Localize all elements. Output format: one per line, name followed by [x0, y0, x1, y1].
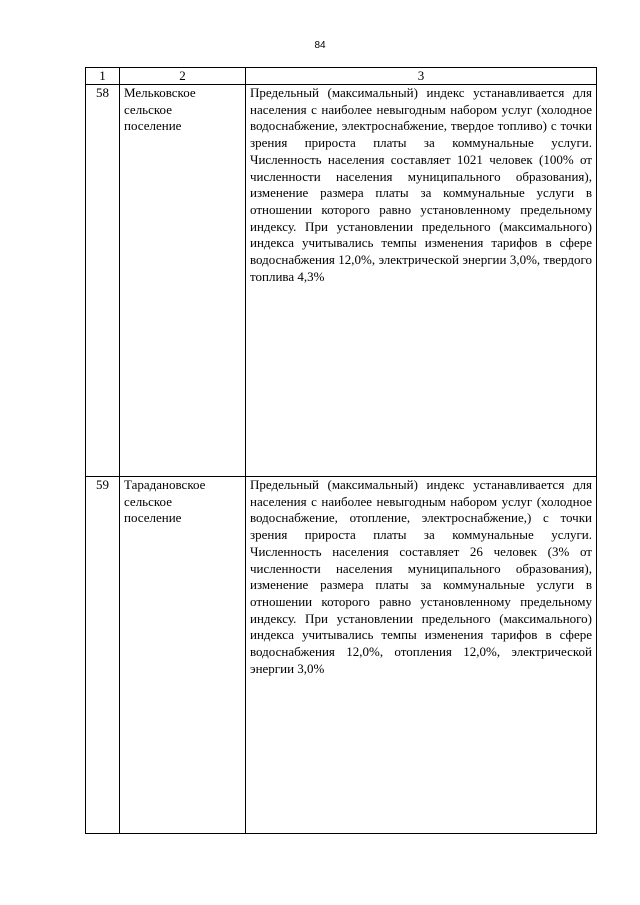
column-number-1: 1 [86, 68, 120, 85]
settlement-name-line: Мельковское [124, 85, 196, 100]
settlement-name-line: Тарадановское [124, 477, 206, 492]
row-number: 59 [86, 477, 120, 834]
page-number: 84 [314, 40, 326, 51]
row-number: 58 [86, 85, 120, 477]
table-row [86, 85, 597, 477]
index-description [246, 85, 597, 477]
settlement-name-line: поселение [124, 510, 182, 526]
settlement-name-line: сельское [124, 493, 172, 509]
table-header-row [86, 68, 597, 85]
table-row [86, 477, 597, 834]
settlement-name-line: поселение [124, 118, 182, 134]
column-number-2: 2 [120, 68, 246, 85]
settlement-name [120, 477, 246, 834]
settlement-name-line: сельское [124, 101, 172, 117]
index-description-text: Предельный (максимальный) индекс устанавливается для населения с наиболее невыгодным набором услуг (холодное водоснабжение, отопление, электроснабжение,) с точки зрения прироста платы за коммунальные услуги. Численность населения составляет 26 человек (3% от численности населения муниципального образования), изменение размера платы за коммунальные услуги в отношении которого равно установленному предельному индексу. При установлении предельного (максимального) индекса учитывались темпы изменения тарифов в сфере водоснабжения 12,0%, отопления 12,0%, электрической энергии 3,0% [250, 477, 592, 676]
index-description-text: Предельный (максимальный) индекс устанавливается для населения с наиболее невыгодным набором услуг (холодное водоснабжение, электроснабжение, твердое топливо) с точки зрения прироста платы за коммунальные услуги. Численность населения составляет 1021 человек (100% от численности населения муниципального образования), изменение размера платы за коммунальные услуги в отношении которого равно установленному предельному индексу. При установлении предельного (максимального) индекса учитывались темпы изменения тарифов в сфере водоснабжения 12,0%, электрической энергии 3,0%, твердого топлива 4,3% [250, 85, 592, 284]
index-description [246, 477, 597, 834]
column-number-3: 3 [246, 68, 597, 85]
tariff-index-table [85, 67, 597, 834]
settlement-name [120, 85, 246, 477]
